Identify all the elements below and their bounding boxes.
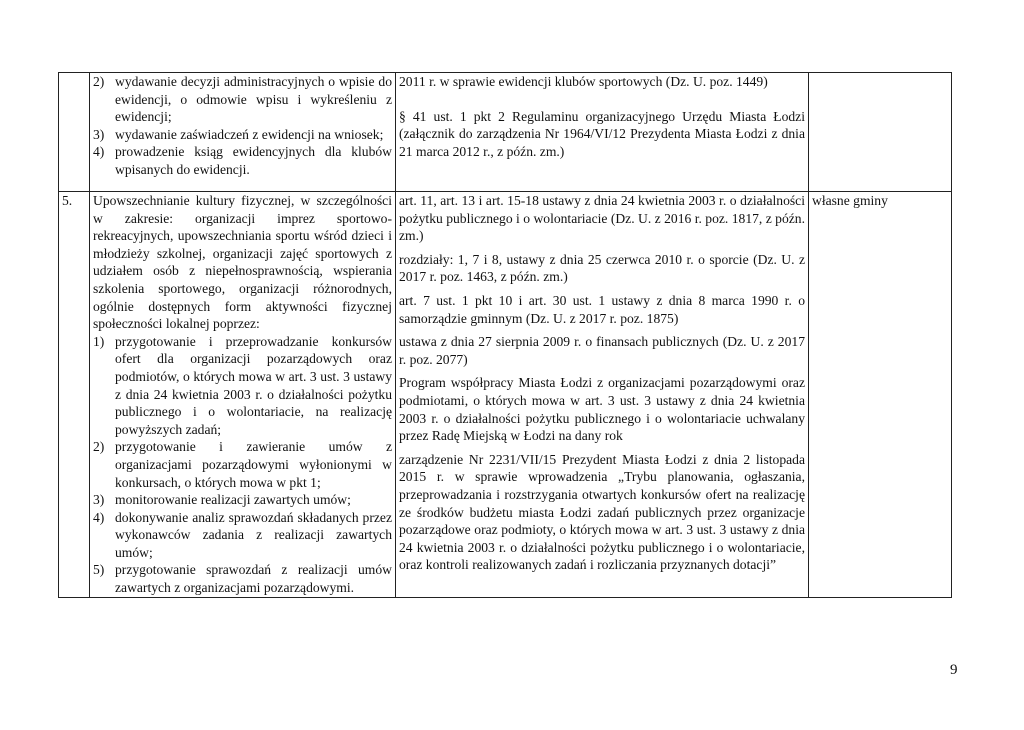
legal-basis-entry: art. 7 ust. 1 pkt 10 i art. 30 ust. 1 ustawy z dnia 8 marca 1990 r. o samorządzie gminnym (Dz. U. z 2017 r. poz. 1875) (399, 292, 805, 326)
task-item (93, 491, 392, 509)
task-text: wydawanie decyzji administracyjnych o wpisie do ewidencji, o odmowie wpisu i wykreśleniu z ewidencji; (115, 74, 392, 125)
task-item (93, 143, 392, 178)
task-text: wydawanie zaświadczeń z ewidencji na wniosek; (115, 126, 384, 142)
legal-basis-entry: rozdziały: 1, 7 i 8, ustawy z dnia 25 czerwca 2010 r. o sporcie (Dz. U. z 2017 r. poz. 1463, z późn. zm.) (399, 251, 805, 285)
page-number: 9 (950, 662, 958, 678)
task-number: 3) (93, 126, 105, 142)
task-text: monitorowanie realizacji zawartych umów; (115, 492, 351, 508)
legal-basis-entry: art. 11, art. 13 i art. 15-18 ustawy z dnia 24 kwietnia 2003 r. o działalności pożytku publicznego i o wolontariacie (Dz. U. z 2016 r. poz. 1817, z późn. zm.) (399, 193, 805, 244)
legal-basis-entry: Program współpracy Miasta Łodzi z organizacjami pozarządowymi oraz podmiotami, o których mowa w art. 3 ust. 3 ustawy z dnia 24 kwietnia 2003 r. o działalności pożytku publicznego i o wolontariacie uchwalany przez Radę Miejską w Łodzi na dany rok (399, 375, 805, 444)
row-number-cell: 5. (59, 192, 90, 598)
task-text: przygotowanie sprawozdań z realizacji umów zawartych z organizacjami pozarządowymi. (115, 562, 392, 596)
task-item (93, 438, 392, 491)
task-number: 5) (93, 562, 105, 578)
task-number: 2) (93, 439, 105, 455)
legal-basis-cell (396, 73, 809, 192)
tasks-cell (90, 192, 396, 598)
task-number: 1) (93, 333, 105, 349)
legal-basis-entry: § 41 ust. 1 pkt 2 Regulaminu organizacyjnego Urzędu Miasta Łodzi (załącznik do zarządzenia Nr 1964/VI/12 Prezydenta Miasta Łodzi z dnia 21 marca 2012 r., z późn. zm.) (399, 108, 805, 159)
row-number-cell (59, 73, 90, 192)
legal-basis-entry: 2011 r. w sprawie ewidencji klubów sportowych (Dz. U. poz. 1449) (399, 74, 768, 89)
task-item (93, 73, 392, 126)
task-number: 2) (93, 74, 105, 89)
task-text: przygotowanie i przeprowadzanie konkursów ofert dla organizacji pozarządowych oraz podmiotów, o których mowa w art. 3 ust. 3 ustawy z dnia 24 kwietnia 2003 r. o działalności pożytku publicznego i o wolontariacie, na realizację powyższych zadań; (115, 333, 392, 437)
task-item (93, 333, 392, 439)
task-item (93, 561, 392, 596)
tasks-cell (90, 73, 396, 192)
legal-basis-entry: ustawa z dnia 27 sierpnia 2009 r. o finansach publicznych (Dz. U. z 2017 r. poz. 2077) (399, 334, 805, 367)
task-number: 4) (93, 144, 105, 160)
task-type-cell (809, 73, 952, 192)
legal-basis-entry: zarządzenie Nr 2231/VII/15 Prezydent Miasta Łodzi z dnia 2 listopada 2015 r. w sprawie wprowadzenia „Trybu planowania, ogłaszania, przeprowadzania i rozstrzygania otwartych konkursów ofert na realizację ze środków budżetu miasta Łodzi zadań publicznych przez organizacje pozarządowe oraz podmioty, o których mowa w art. 3 ust. 3 ustawy z dnia 24 kwietnia 2003 r. o działalności pożytku publicznego i o wolontariacie, oraz kontroli realizowanych zadań i rozliczania przyznanych dotacji” (399, 451, 805, 573)
task-text: przygotowanie i zawieranie umów z organizacjami pozarządowymi wyłonionymi w konkursach, o których mowa w pkt 1; (115, 439, 392, 490)
table-row-continuation (59, 73, 952, 192)
legal-basis-cell (396, 192, 809, 598)
tasks-table (58, 72, 952, 598)
task-text: dokonywanie analiz sprawozdań składanych przez wykonawców zadania z realizacji zawartych umów; (115, 509, 392, 560)
task-number: 4) (93, 509, 105, 525)
task-text: prowadzenie ksiąg ewidencyjnych dla klubów wpisanych do ewidencji. (115, 144, 392, 177)
task-number: 3) (93, 492, 105, 508)
task-item (93, 126, 392, 144)
task-type-cell: własne gminy (809, 192, 952, 598)
task-item (93, 509, 392, 562)
table-row-5 (59, 192, 952, 598)
task-intro: Upowszechnianie kultury fizycznej, w szczególności w zakresie: organizacji imprez sportowo-rekreacyjnych, upowszechniania sportu wśród dzieci i młodzieży szkolnej, organizacji zajęć sportowych z udziałem osób z niepełnosprawnością, wspierania szkolenia sportowego, organizacji różnorodnych, ogólnie dostępnych form aktywności fizycznej społeczności lokalnej poprzez: (93, 193, 392, 332)
